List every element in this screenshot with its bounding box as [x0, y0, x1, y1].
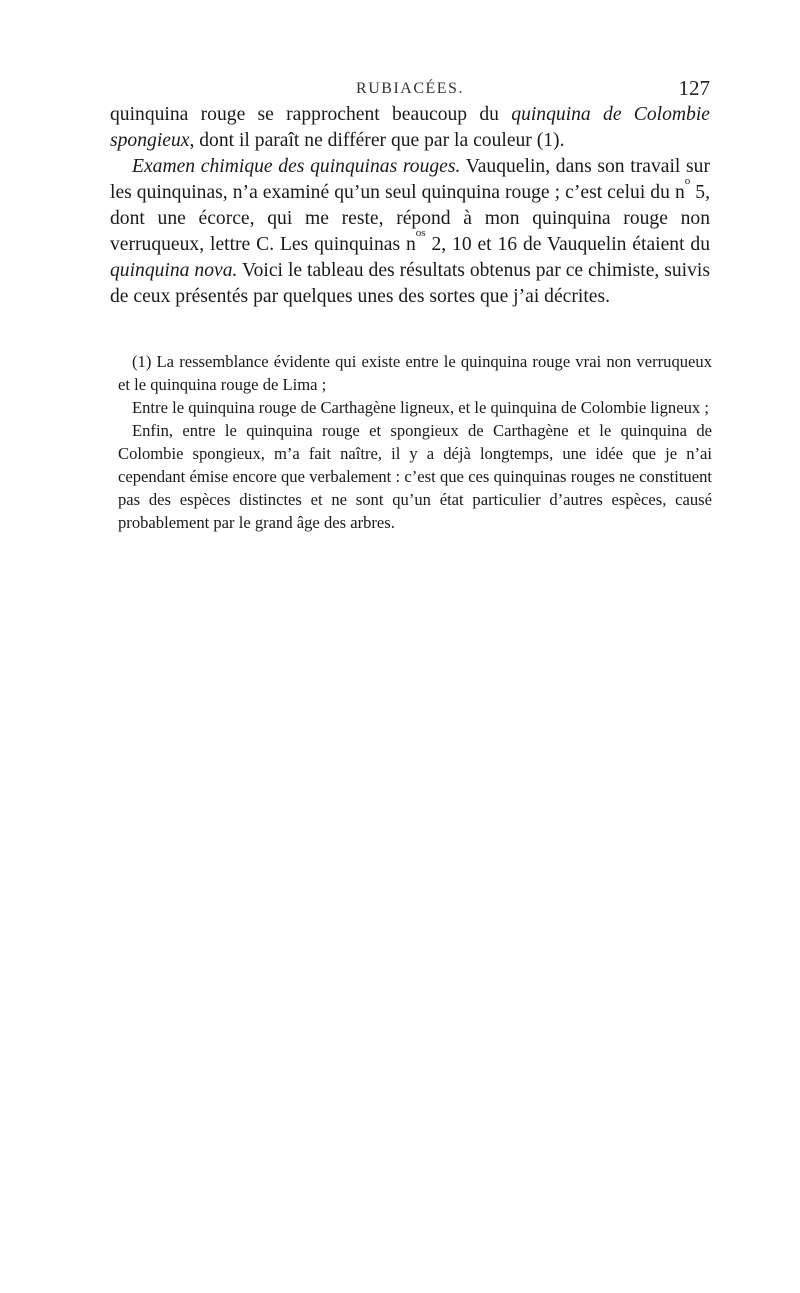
italic-run: quinquina de Colombie spongieux — [110, 104, 710, 151]
text-run: Voici le tableau des résultats obtenus par ce chimiste, suivis de ceux présentés par quelques unes des sortes que j’ai décrites. — [110, 260, 710, 307]
footnotes — [118, 350, 712, 534]
section-heading-italic: Examen chimique des quinquinas rouges. — [132, 156, 461, 177]
text-run: Vauquelin, dans son travail sur les quinquinas, n’a examiné qu’un seul quinquina rouge ; c’est celui du n — [110, 156, 710, 203]
footnote-1: (1) La ressemblance évidente qui existe entre le quinquina rouge vrai non verruqueux et le quinquina rouge de Lima ; — [118, 352, 712, 394]
text-run: quinquina rouge se rapprochent beaucoup du — [110, 104, 512, 125]
footnote-3: Enfin, entre le quinquina rouge et spongieux de Carthagène et le quinquina de Colombie spongieux, m’a fait naître, il y a déjà longtemps, une idée que je n’ai cependant émise encore que verbalement : c’est que ces quinquinas rouges ne constituent pas des espèces distinctes et ne sont qu’un état particulier d’autres espèces, causé probablement par le grand âge des arbres. — [118, 421, 712, 532]
superscript: os — [415, 227, 426, 240]
page-number: 127 — [678, 76, 710, 100]
main-text — [110, 102, 710, 310]
superscript: o — [684, 175, 691, 188]
text-run: , dont il paraît ne différer que par la couleur (1). — [189, 130, 565, 151]
text-run: 2, 10 et 16 de Vauquelin étaient du — [425, 234, 710, 255]
paragraph-continuation — [110, 102, 710, 154]
running-head: RUBIACÉES. — [356, 80, 464, 97]
paragraph-examen — [110, 154, 710, 310]
footnote-2: Entre le quinquina rouge de Carthagène ligneux, et le quinquina de Colombie ligneux ; — [132, 398, 709, 417]
page-header — [110, 76, 710, 104]
text-run: 5, dont une écorce, qui me reste, répond à mon quinquina rouge non verruqueux, lettre C. Les quinquinas n — [110, 182, 710, 255]
italic-run: quinquina nova. — [110, 260, 238, 281]
